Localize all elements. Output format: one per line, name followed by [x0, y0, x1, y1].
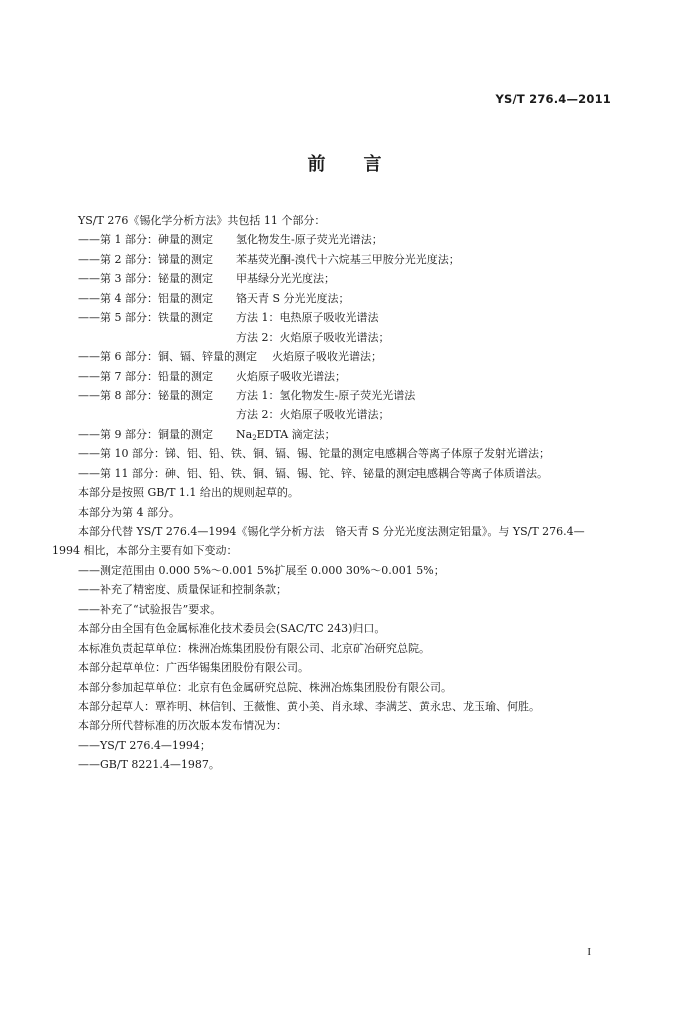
- part-method: $Na_2EDTA$ 滴定法；: [236, 427, 336, 442]
- part-label: ——第 6 部分：铜、镉、锌量的测定: [78, 350, 257, 364]
- part-label: ——第 4 部分：铝量的测定: [78, 291, 213, 305]
- part-2: [78, 250, 618, 269]
- part-4: [78, 289, 618, 308]
- part-8-method-2: [78, 405, 618, 424]
- part-label: ——第 7 部分：铅量的测定: [78, 369, 213, 383]
- part-method: 电感耦合等离子体原子发射光谱法；: [374, 447, 550, 461]
- part-method: 方法 1：电热原子吸收光谱法: [236, 311, 379, 325]
- part-method: 电感耦合等离子体质谱法。: [416, 466, 548, 480]
- part-11: [78, 464, 618, 483]
- part-10: [78, 444, 618, 463]
- part-method: 氢化物发生-原子荧光光谱法；: [236, 233, 383, 247]
- part-7: [78, 367, 618, 386]
- intro-line: YS/T 276《锡化学分析方法》共包括 11 个部分：: [78, 214, 326, 227]
- participant-units: 本部分参加起草单位：北京有色金属研究总院、株洲冶炼集团股份有限公司。: [78, 680, 452, 694]
- part-method: 方法 2：火焰原子吸收光谱法；: [236, 330, 390, 344]
- part-label: ——第 11 部分：砷、铝、铅、铁、铜、镉、锡、铊、锌、铋量的测定: [78, 466, 418, 480]
- part-method: 方法 2：火焰原子吸收光谱法；: [236, 408, 390, 422]
- part-method: 铬天青 S 分光光度法；: [236, 291, 350, 305]
- part-label: ——第 10 部分：锑、铝、铅、铁、铜、镉、锡、铊量的测定: [78, 447, 374, 461]
- drafting-rule: 本部分是按照 GB/T 1.1 给出的规则起草的。: [78, 486, 299, 500]
- standard-code: YS/T 276.4—2011: [495, 92, 611, 106]
- replace-line-2: 1994 相比，本部分主要有如下变动：: [52, 544, 238, 558]
- part-method: 火焰原子吸收光谱法；: [236, 369, 346, 383]
- part-label: ——第 8 部分：铋量的测定: [78, 388, 213, 402]
- part-label: ——第 9 部分：铜量的测定: [78, 427, 213, 441]
- part-method: 甲基绿分光光度法；: [236, 272, 335, 286]
- history-intro: 本部分所代替标准的历次版本发布情况为：: [78, 719, 287, 733]
- replace-line-1: 本部分代替 YS/T 276.4—1994《锡化学分析方法 铬天青 S 分光光度法测定铝量》。与 YS/T 276.4—: [78, 525, 585, 538]
- document-body: [52, 211, 618, 775]
- part-label: ——第 2 部分：锑量的测定: [78, 252, 213, 266]
- change-3: ——补充了“试验报告”要求。: [78, 602, 222, 616]
- part-number: 本部分为第 4 部分。: [78, 505, 180, 519]
- part-9: [78, 425, 618, 444]
- part-method: 苯基荧光酮-溴代十六烷基三甲胺分光光度法；: [236, 252, 460, 266]
- part-6: [78, 347, 618, 366]
- change-1: ——测定范围由 0.000 5%～0.001 5%扩展至 0.000 30%～0.001 5%；: [78, 563, 445, 577]
- responsible-unit: 本标准负责起草单位：株洲冶炼集团股份有限公司、北京矿冶研究总院。: [78, 641, 430, 655]
- part-1: [78, 230, 618, 249]
- part-3: [78, 269, 618, 288]
- part-5-method-2: [78, 328, 618, 347]
- part-label: ——第 1 部分：砷量的测定: [78, 233, 213, 247]
- drafters: 本部分起草人：覃祚明、林信钊、王薇惟、黄小美、肖永球、李满芝、黄永忠、龙玉瑜、何胜。: [78, 699, 540, 713]
- part-8: [78, 386, 618, 405]
- committee: 本部分由全国有色金属标准化技术委员会(SAC/TC 243)归口。: [78, 622, 386, 636]
- part-label: ——第 3 部分：铋量的测定: [78, 272, 213, 286]
- page-title: 前言: [307, 154, 420, 175]
- drafter-unit: 本部分起草单位：广西华锡集团股份有限公司。: [78, 661, 309, 675]
- history-item-2: ——GB/T 8221.4—1987。: [78, 758, 220, 772]
- change-2: ——补充了精密度、质量保证和控制条款；: [78, 583, 287, 597]
- part-method: 火焰原子吸收光谱法；: [272, 350, 382, 364]
- part-method: 方法 1：氢化物发生-原子荧光光谱法: [236, 388, 416, 402]
- history-item-1: ——YS/T 276.4—1994；: [78, 738, 211, 752]
- part-label: ——第 5 部分：铁量的测定: [78, 311, 213, 325]
- page-number: I: [587, 946, 591, 958]
- part-5: [78, 308, 618, 327]
